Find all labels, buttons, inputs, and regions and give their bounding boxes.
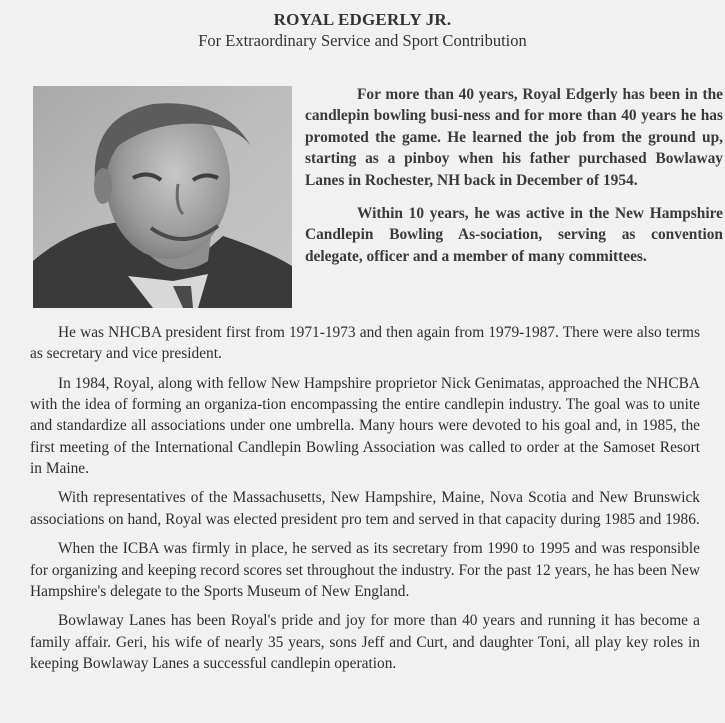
- intro-column: [305, 84, 723, 267]
- intro-paragraph: Within 10 years, he was active in the New Hampshire Candlepin Bowling As-sociation, serving as convention delegate, officer and a member of many committees.: [305, 205, 723, 265]
- body-paragraph: In 1984, Royal, along with fellow New Hampshire proprietor Nick Genimatas, approached the NHCBA with the idea of forming an organiza-tion encompassing the entire candlepin industry. The goal was to unite and standardize all associations under one umbrella. Many hours were devoted to his goal and, in 1985, the first meeting of the International Candlepin Bowling Association was called to order at the Samoset Resort in Maine.: [30, 374, 700, 477]
- intro-paragraph: For more than 40 years, Royal Edgerly has been in the candlepin bowling busi-ness and for more than 40 years he has promoted the game. He learned the job from the ground up, starting as a pinboy when his father purchased Bowlaway Lanes in Rochester, NH back in December of 1954.: [305, 86, 723, 189]
- page-subtitle: For Extraordinary Service and Sport Contribution: [198, 31, 527, 50]
- body-paragraph: When the ICBA was firmly in place, he served as its secretary from 1990 to 1995 and was responsible for organizing and keeping record scores set throughout the industry. For the past 12 years, he has been New Hampshire's delegate to the Sports Museum of New England.: [30, 540, 700, 600]
- body-paragraph: With representatives of the Massachusetts, New Hampshire, Maine, Nova Scotia and New Brunswick associations on hand, Royal was elected president pro tem and served in that capacity during 1985 and 1986.: [30, 489, 700, 528]
- body-text: [30, 322, 700, 674]
- portrait-photo: [33, 86, 292, 308]
- body-paragraph: He was NHCBA president first from 1971-1973 and then again from 1979-1987. There were also terms as secretary and vice president.: [30, 324, 700, 363]
- page-title: ROYAL EDGERLY JR.: [273, 10, 452, 29]
- portrait-image: [33, 86, 292, 308]
- body-paragraph: Bowlaway Lanes has been Royal's pride and joy for more than 40 years and running it has become a family affair. Geri, his wife of nearly 35 years, sons Jeff and Curt, and daughter Toni, all play key roles in keeping Bowlaway Lanes a successful candlepin operation.: [30, 612, 700, 672]
